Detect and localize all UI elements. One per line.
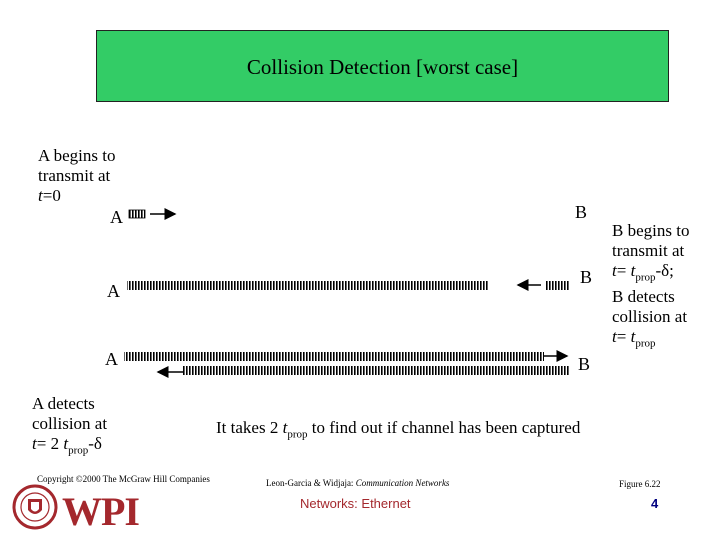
subscript: prop (68, 444, 89, 457)
note-line: collision at (32, 414, 108, 433)
note-text: -δ (88, 434, 102, 453)
var-t: t (282, 418, 288, 437)
slide-title: Collision Detection [worst case] (246, 55, 519, 79)
row-2 (127, 281, 569, 290)
wpi-seal-icon (12, 482, 58, 537)
wpi-logo: WPI (62, 489, 139, 534)
frame-a (124, 352, 544, 361)
note-text: =0 (42, 186, 61, 205)
note-text: = 2 (36, 434, 64, 453)
course-title: Networks: Ethernet (300, 496, 411, 511)
summary-text: It takes 2 (216, 418, 283, 437)
authors-text: Leon-Garcia & Widjaja: (266, 478, 356, 488)
subscript: prop (287, 428, 308, 441)
footer-authors (266, 478, 449, 488)
subscript: prop (635, 337, 656, 350)
var-t: t (32, 434, 37, 453)
frame-a (127, 281, 489, 290)
note-line: collision at (612, 307, 688, 327)
row-1 (129, 210, 175, 218)
var-t: t (612, 261, 617, 280)
node-a-label: A (110, 207, 123, 227)
subscript: prop (635, 271, 656, 284)
var-t: t (630, 327, 636, 347)
copyright: Copyright ©2000 The McGraw Hill Companies (37, 474, 210, 484)
node-b-label: B (580, 267, 593, 287)
node-b-label: B (578, 354, 591, 374)
note-line: B detects (612, 287, 675, 307)
note-line: A detects (32, 394, 95, 413)
note-text: = (616, 327, 631, 347)
book-title: Communication Networks (355, 478, 450, 488)
frame-b (183, 366, 570, 375)
frame-a (129, 210, 145, 218)
var-t: t (63, 434, 69, 453)
var-t: t (630, 261, 636, 280)
note-text: = (616, 261, 631, 280)
node-a-label: A (105, 349, 118, 369)
node-a-label: A (107, 281, 120, 301)
note-line: A begins to (38, 146, 116, 165)
node-b-label: B (575, 202, 588, 222)
row-3 (124, 352, 570, 375)
var-t: t (612, 327, 617, 347)
note-line: B begins to (612, 221, 690, 240)
note-text: -δ; (655, 261, 674, 280)
figure-number: Figure 6.22 (619, 479, 661, 489)
note-line: transmit at (38, 166, 111, 185)
note-line: transmit at (612, 241, 685, 260)
page-number: 4 (651, 496, 659, 511)
frame-b (545, 281, 569, 290)
summary-text: to find out if channel has been captured (307, 418, 581, 437)
var-t: t (38, 186, 43, 205)
